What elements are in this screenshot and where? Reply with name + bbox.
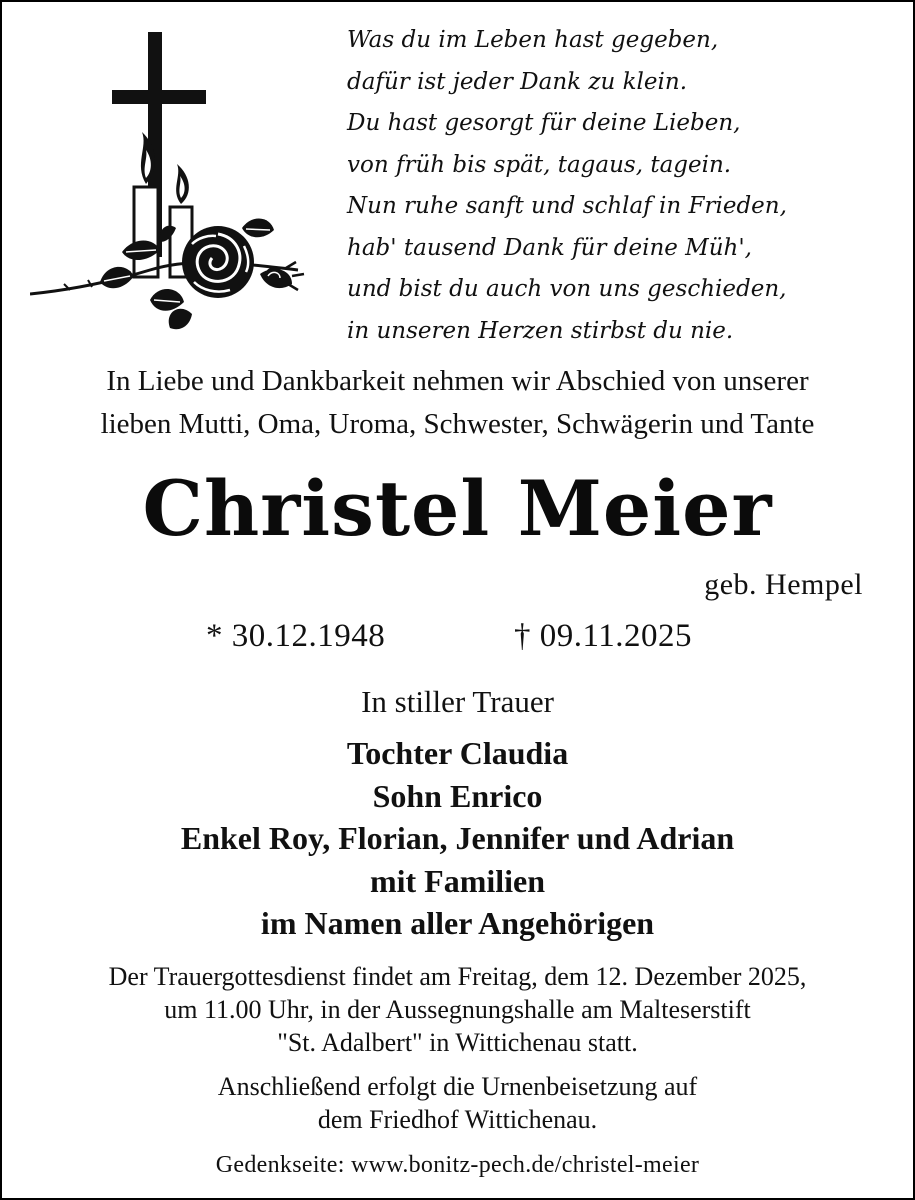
farewell-intro-line: lieben Mutti, Oma, Uroma, Schwester, Schwägerin und Tante [100,408,815,440]
birth-date: * 30.12.1948 [206,618,386,654]
mourning-intro: In stiller Trauer [361,684,554,719]
mourner-line: Tochter Claudia [346,735,569,771]
service-line: Der Trauergottesdienst findet am Freitag, dem 12. Dezember 2025, [108,962,807,991]
memorial-page-link[interactable]: Gedenkseite: www.bonitz-pech.de/christel-meier [215,1152,700,1178]
poem-line: hab' tausend Dank für deine Müh', [347,234,752,261]
poem-line: von früh bis spät, tagaus, tagein. [347,151,732,178]
rose-icon [30,218,304,329]
service-line: "St. Adalbert" in Wittichenau statt. [277,1028,638,1057]
burial-line: Anschließend erfolgt die Urnenbeisetzung auf [217,1072,698,1101]
birth-name: geb. Hempel [704,568,863,601]
farewell-intro [2,360,913,446]
death-date: † 09.11.2025 [514,618,693,654]
deceased-name: Christel Meier [142,464,773,553]
mourner-line: mit Familien [369,862,546,899]
poem-line: dafür ist jeder Dank zu klein. [347,68,688,95]
farewell-intro-line: In Liebe und Dankbarkeit nehmen wir Abschied von unserer [106,365,809,397]
poem-line: Nun ruhe sanft und schlaf in Frieden, [347,193,787,219]
poem-line: Was du im Leben hast gegeben, [347,27,719,53]
burial-line: dem Friedhof Wittichenau. [317,1105,598,1134]
mourners-list [2,732,913,945]
poem-line: in unseren Herzen stirbst du nie. [347,317,734,344]
burial-info [2,1070,913,1136]
cross-candles-rose-icon [30,32,312,332]
poem [347,20,907,352]
mourner-line: Sohn Enrico [372,777,543,814]
poem-line: Du hast gesorgt für deine Lieben, [347,110,741,136]
mourner-line: Enkel Roy, Florian, Jennifer und Adrian [180,820,735,856]
poem-line: und bist du auch von uns geschieden, [347,276,787,302]
service-line: um 11.00 Uhr, in der Aussegnungshalle am Malteserstift [164,995,751,1024]
mourner-line: im Namen aller Angehörigen [260,905,655,941]
funeral-service-info [2,960,913,1059]
